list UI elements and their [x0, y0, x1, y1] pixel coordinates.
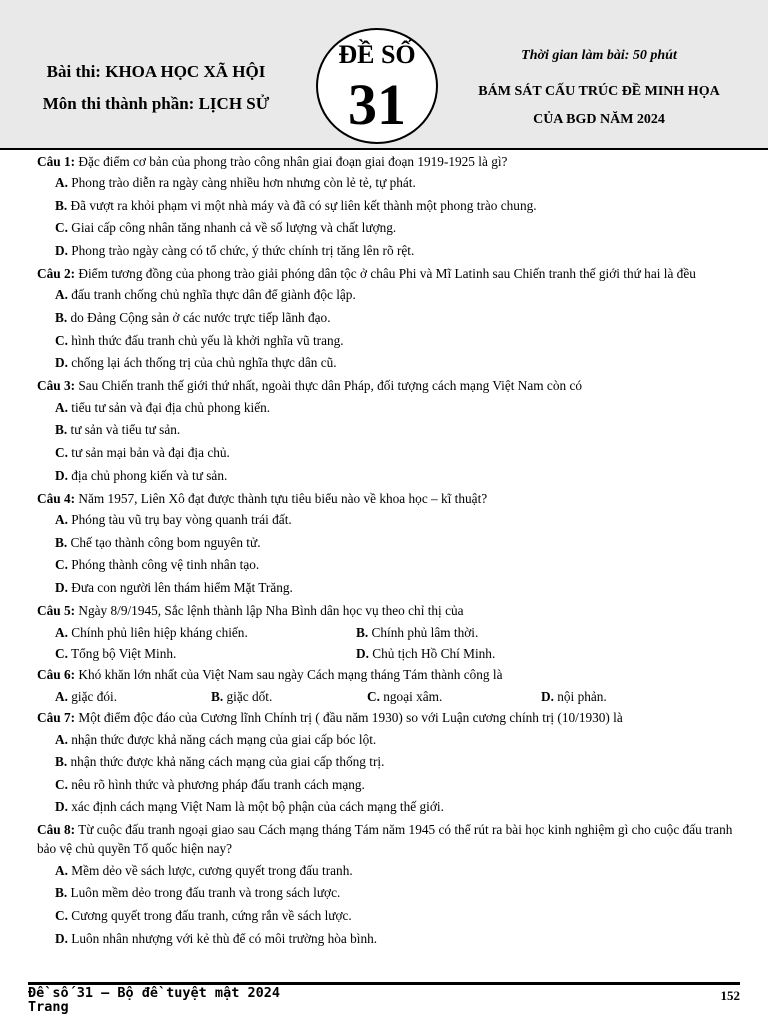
option-text: tư sản mại bản và đại địa chủ.	[67, 444, 230, 460]
footer-title: Đề số 31 – Bộ đề tuyệt mật 2024	[28, 985, 280, 1001]
option-6d	[541, 686, 607, 707]
option-text: tư sản và tiểu tư sản.	[67, 422, 181, 438]
option-row	[37, 643, 737, 664]
exam-label: ĐỀ SỐ	[338, 40, 416, 69]
question-label: Câu 4:	[37, 490, 76, 506]
question-2	[37, 262, 737, 284]
option-key: A.	[55, 688, 68, 704]
option-key: D.	[55, 355, 68, 371]
option-6a	[55, 686, 211, 707]
option-key: C.	[367, 688, 380, 704]
option-text: giặc đói.	[67, 688, 118, 704]
option-8d	[37, 928, 737, 951]
exam-subject-block	[20, 56, 292, 120]
question-text: Điểm tương đồng của phong trào giải phóng dân tộc ở châu Phi và Mĩ Latinh sau Chiến tranh thế giới thứ hai là đều	[75, 265, 696, 281]
option-text: Chính phủ liên hiệp kháng chiến.	[67, 624, 248, 640]
option-1d	[37, 240, 737, 263]
option-2a	[37, 284, 737, 307]
component-label: Môn thi thành phần:	[42, 94, 199, 113]
option-key: C.	[55, 776, 68, 792]
question-text: Từ cuộc đấu tranh ngoại giao sau Cách mạng tháng Tám năm 1945 có thể rút ra bài học kinh nghiệm gì cho cuộc đấu tranh bảo vệ chủ quyền Tổ quốc hiện nay?	[37, 822, 733, 857]
option-text: Cương quyết trong đấu tranh, cứng rắn về sách lược.	[67, 908, 352, 924]
option-text: xác định cách mạng Việt Nam là một bộ phận của cách mạng thế giới.	[67, 799, 444, 815]
question-list	[37, 150, 737, 950]
option-row	[37, 686, 737, 707]
subject-value: KHOA HỌC XÃ HỘI	[105, 62, 266, 81]
option-text: Luôn mềm dẻo trong đấu tranh và trong sách lược.	[67, 885, 341, 901]
option-6c	[367, 686, 541, 707]
question-label: Câu 8:	[37, 822, 76, 838]
option-key: D.	[55, 467, 68, 483]
question-label: Câu 7:	[37, 710, 76, 725]
question-text: Năm 1957, Liên Xô đạt được thành tựu tiêu biểu nào về khoa học – kĩ thuật?	[75, 490, 488, 506]
option-key: A.	[55, 399, 68, 415]
option-text: Đưa con người lên thám hiểm Mặt Trăng.	[67, 579, 293, 595]
question-label: Câu 3:	[37, 378, 76, 394]
option-key: C.	[55, 557, 68, 573]
option-key: B.	[55, 885, 68, 901]
option-key: C.	[55, 220, 68, 236]
option-key: B.	[211, 688, 224, 704]
option-text: tiểu tư sản và đại địa chủ phong kiến.	[67, 399, 271, 415]
option-3b	[37, 419, 737, 442]
option-key: C.	[55, 908, 68, 924]
option-text: nhận thức được khả năng cách mạng của giai cấp thống trị.	[67, 754, 385, 770]
option-5a	[55, 622, 356, 643]
option-8b	[37, 882, 737, 905]
option-text: địa chủ phong kiến và tư sản.	[67, 467, 228, 483]
question-5	[37, 600, 737, 622]
option-7a	[37, 729, 737, 752]
question-6	[37, 664, 737, 686]
option-key: A.	[55, 175, 68, 190]
option-text: đấu tranh chống chủ nghĩa thực dân để giành độc lập.	[67, 287, 356, 303]
exam-number-badge	[316, 28, 438, 144]
question-text: Ngày 8/9/1945, Sắc lệnh thành lập Nha Bình dân học vụ theo chỉ thị của	[75, 603, 464, 618]
option-2b	[37, 307, 737, 330]
option-row	[37, 622, 737, 643]
option-1a	[37, 172, 737, 195]
option-4c	[37, 554, 737, 577]
structure-line-1: BÁM SÁT CẤU TRÚC ĐỀ MINH HỌA	[478, 84, 720, 99]
option-1c	[37, 217, 737, 240]
option-5b	[356, 622, 478, 643]
option-text: Tổng bộ Việt Minh.	[67, 645, 177, 661]
option-key: B.	[55, 422, 68, 438]
option-text: do Đảng Cộng sản ở các nước trực tiếp lãnh đạo.	[67, 309, 331, 325]
option-text: giặc dốt.	[223, 688, 273, 704]
question-label: Câu 6:	[37, 667, 76, 682]
option-text: nhận thức được khả năng cách mạng của giai cấp bóc lột.	[67, 731, 377, 747]
option-4d	[37, 577, 737, 600]
option-text: nêu rõ hình thức và phương pháp đấu tranh cách mạng.	[67, 776, 365, 792]
subject-line	[20, 56, 292, 88]
option-key: A.	[55, 862, 68, 878]
option-8a	[37, 860, 737, 883]
question-8	[37, 819, 737, 860]
exam-header	[0, 0, 768, 150]
option-3d	[37, 465, 737, 488]
option-text: chống lại ách thống trị của chủ nghĩa thực dân cũ.	[67, 355, 337, 371]
option-text: Đã vượt ra khỏi phạm vi một nhà máy và đã có sự liên kết thành một phong trào chung.	[67, 197, 537, 213]
option-text: Luôn nhân nhượng với kẻ thù để có môi trường hòa bình.	[67, 930, 378, 946]
question-text: Một điểm độc đáo của Cương lĩnh Chính trị ( đầu năm 1930) so với Luận cương chính trị (10/1930) là	[75, 710, 623, 725]
question-text: Khó khăn lớn nhất của Việt Nam sau ngày Cách mạng tháng Tám thành công là	[75, 667, 503, 682]
option-3a	[37, 397, 737, 420]
option-4b	[37, 532, 737, 555]
option-5d	[356, 643, 495, 664]
option-text: ngoại xâm.	[379, 688, 443, 704]
option-3c	[37, 442, 737, 465]
option-key: D.	[541, 688, 554, 704]
option-text: Mềm dẻo về sách lược, cương quyết trong đấu tranh.	[67, 862, 353, 878]
exam-number: 31	[348, 72, 406, 137]
option-key: B.	[356, 624, 369, 640]
footer-trang: Trang	[28, 999, 69, 1015]
component-line	[20, 88, 292, 120]
structure-line-2: CỦA BGD NĂM 2024	[533, 112, 665, 127]
question-text: Đặc điểm cơ bản của phong trào công nhân giai đoạn giai đoạn 1919-1925 là gì?	[75, 153, 508, 169]
option-2c	[37, 330, 737, 353]
option-2d	[37, 352, 737, 375]
option-key: A.	[55, 624, 68, 640]
option-5c	[55, 643, 356, 664]
question-7	[37, 707, 737, 729]
option-key: B.	[55, 534, 68, 550]
option-key: D.	[356, 645, 369, 661]
option-6b	[211, 686, 367, 707]
question-label: Câu 1:	[37, 153, 76, 169]
option-key: D.	[55, 799, 68, 815]
footer-title-block	[28, 986, 280, 1014]
option-7d	[37, 796, 737, 819]
option-text: Chế tạo thành công bom nguyên tử.	[67, 534, 261, 550]
option-key: A.	[55, 287, 68, 303]
question-4	[37, 487, 737, 509]
option-text: nội phản.	[553, 688, 607, 704]
option-text: Phong trào ngày càng có tổ chức, ý thức chính trị tăng lên rõ rệt.	[67, 242, 415, 258]
option-4a	[37, 509, 737, 532]
question-label: Câu 2:	[37, 265, 76, 281]
subject-label: Bài thi:	[46, 62, 106, 81]
option-key: D.	[55, 579, 68, 595]
question-text: Sau Chiến tranh thế giới thứ nhất, ngoài thực dân Pháp, đối tượng cách mạng Việt Nam còn có	[75, 378, 582, 394]
option-text: Chính phủ lâm thời.	[368, 624, 479, 640]
question-3	[37, 375, 737, 397]
option-text: Chủ tịch Hồ Chí Minh.	[368, 645, 496, 661]
option-1b	[37, 195, 737, 218]
option-key: D.	[55, 930, 68, 946]
question-label: Câu 5:	[37, 603, 76, 618]
question-1	[37, 150, 737, 172]
option-key: B.	[55, 754, 68, 770]
option-text: hình thức đấu tranh chủ yếu là khởi nghĩa vũ trang.	[67, 332, 344, 348]
option-key: D.	[55, 242, 68, 258]
option-key: C.	[55, 444, 68, 460]
exam-info-block	[454, 44, 744, 134]
option-text: Phong trào diễn ra ngày càng nhiều hơn nhưng còn lẻ tẻ, tự phát.	[67, 175, 416, 190]
exam-time: Thời gian làm bài: 50 phút	[521, 48, 677, 63]
option-key: A.	[55, 731, 68, 747]
option-key: C.	[55, 332, 68, 348]
option-7b	[37, 751, 737, 774]
option-text: Phóng tàu vũ trụ bay vòng quanh trái đất.	[67, 512, 292, 528]
option-key: C.	[55, 645, 68, 661]
option-text: Phóng thành công vệ tinh nhân tạo.	[67, 557, 260, 573]
option-text: Giai cấp công nhân tăng nhanh cả về số lượng và chất lượng.	[67, 220, 397, 236]
option-7c	[37, 774, 737, 797]
component-value: LỊCH SỬ	[198, 94, 270, 113]
option-8c	[37, 905, 737, 928]
page-number: 152	[720, 988, 740, 1003]
option-key: B.	[55, 309, 68, 325]
option-key: A.	[55, 512, 68, 528]
option-key: B.	[55, 197, 68, 213]
